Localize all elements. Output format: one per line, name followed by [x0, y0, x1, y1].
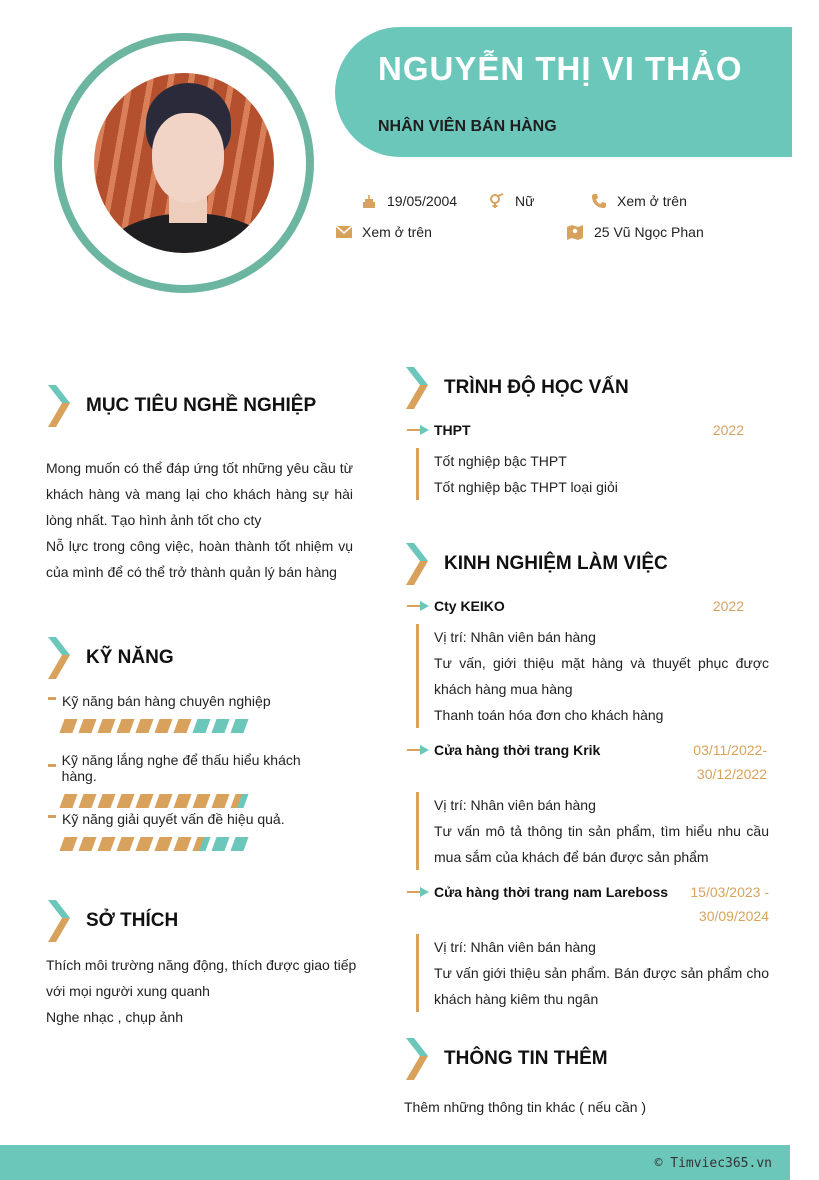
objective-text [46, 455, 353, 585]
skill-segment [211, 794, 229, 808]
objective-paragraph-2: Nỗ lực trong công việc, hoàn thành tốt nhiệm vụ của mình để có thể trở thành quản lý bán hàng [46, 538, 353, 580]
skill-segment [230, 837, 248, 851]
hobbies-title: SỞ THÍCH [86, 910, 179, 931]
experience-item-header [407, 884, 668, 900]
arrow-icon [407, 425, 429, 435]
skill-segment [211, 719, 229, 733]
phone-text: Xem ở trên [617, 193, 687, 209]
skill-label: Kỹ năng giải quyết vấn đề hiệu quả. [62, 811, 285, 827]
experience-item-header [407, 598, 505, 614]
hobbies-text [46, 952, 361, 1030]
footer-credit: © Timviec365.vn [654, 1156, 772, 1171]
arrow-icon [407, 887, 429, 897]
education-title: TRÌNH ĐỘ HỌC VẤN [444, 377, 629, 398]
skill-segment [173, 837, 191, 851]
contact-gender [489, 193, 534, 209]
education-details: Tốt nghiệp bậc THPT Tốt nghiệp bậc THPT loại giỏi [416, 448, 776, 500]
experience-date: 15/03/2023 - 30/09/2024 [690, 884, 769, 924]
chevron-icon [404, 367, 432, 409]
skill-item [48, 811, 328, 851]
chevron-icon [404, 543, 432, 585]
skill-bar [62, 794, 328, 808]
hobbies-line-2: Nghe nhạc , chụp ảnh [46, 1009, 183, 1025]
header-band [335, 27, 792, 157]
skill-segment [192, 794, 210, 808]
experience-title: KINH NGHIỆM LÀM VIỆC [444, 553, 668, 574]
skill-segment [154, 719, 172, 733]
education-item-header [407, 422, 471, 438]
envelope-icon [336, 226, 352, 238]
gender-icon [489, 193, 505, 209]
extra-heading [404, 1038, 608, 1080]
skill-segment [97, 719, 115, 733]
skill-item [48, 693, 328, 733]
experience-details: Vị trí: Nhân viên bán hàng Tư vấn giới thiệu sản phẩm. Bán được sản phẩm cho khách hàng kiêm thu ngân [416, 934, 769, 1012]
skill-segment [192, 837, 210, 851]
objective-title: MỤC TIÊU NGHỀ NGHIỆP [86, 395, 317, 416]
birthday-text: 19/05/2004 [387, 193, 458, 209]
map-pin-icon [566, 224, 584, 240]
skill-segment [230, 794, 248, 808]
skill-segment [59, 719, 77, 733]
hobbies-heading [46, 900, 178, 942]
candidate-name: NGUYỄN THỊ VI THẢO [378, 50, 743, 87]
experience-details: Vị trí: Nhân viên bán hàng Tư vấn mô tả thông tin sản phẩm, tìm hiểu nhu cầu mua sắm của khách để bán được sản phẩm [416, 792, 769, 870]
education-school: THPT [434, 422, 471, 438]
skill-segment [78, 794, 96, 808]
objective-paragraph-1: Mong muốn có thể đáp ứng tốt những yêu cầu từ khách hàng và mang lại cho khách hàng sự hài lòng nhất. Tạo hình ảnh tốt cho cty [46, 460, 353, 528]
avatar [54, 33, 314, 293]
skill-segment [59, 794, 77, 808]
extra-text: Thêm những thông tin khác ( nếu cần ) [404, 1099, 647, 1115]
skill-segment [135, 794, 153, 808]
skill-segment [230, 719, 248, 733]
gender-text: Nữ [515, 193, 535, 209]
experience-details: Vị trí: Nhân viên bán hàng Tư vấn, giới thiệu mặt hàng và thuyết phục được khách hàng mua hàng Thanh toán hóa đơn cho khách hàng [416, 624, 769, 728]
experience-company: Cty KEIKO [434, 598, 505, 614]
experience-item-header [407, 742, 600, 758]
chevron-icon [46, 385, 74, 427]
experience-company: Cửa hàng thời trang Krik [434, 742, 601, 758]
skill-label: Kỹ năng lắng nghe để thấu hiểu khách hàng. [61, 752, 301, 784]
skill-segment [78, 719, 96, 733]
experience-heading [404, 543, 668, 585]
skill-item [48, 752, 328, 808]
experience-date: 03/11/2022- 30/12/2022 [693, 742, 767, 782]
address-text: 25 Vũ Ngọc Phan [594, 224, 704, 240]
objective-heading [46, 385, 316, 427]
education-heading [404, 367, 629, 409]
skill-bar [62, 837, 328, 851]
footer-band [0, 1145, 790, 1180]
skills-heading [46, 637, 174, 679]
skill-segment [116, 794, 134, 808]
skill-segment [59, 837, 77, 851]
experience-company: Cửa hàng thời trang nam Lareboss [434, 884, 669, 900]
chevron-icon [46, 900, 74, 942]
contact-birthday [361, 193, 457, 209]
skill-segment [116, 719, 134, 733]
skill-segment [135, 837, 153, 851]
skill-segment [192, 719, 210, 733]
extra-title: THÔNG TIN THÊM [444, 1048, 608, 1069]
skill-segment [97, 837, 115, 851]
contact-email [336, 224, 432, 240]
email-text: Xem ở trên [362, 224, 432, 240]
contact-phone [591, 193, 687, 209]
experience-date: 2022 [712, 598, 744, 614]
skill-segment [211, 837, 229, 851]
skills-title: KỸ NĂNG [86, 647, 174, 668]
chevron-icon [46, 637, 74, 679]
phone-icon [591, 193, 607, 209]
skill-bar [62, 719, 328, 733]
skill-segment [78, 837, 96, 851]
skill-label: Kỹ năng bán hàng chuyên nghiệp [62, 693, 271, 709]
arrow-icon [407, 745, 429, 755]
skill-segment [173, 719, 191, 733]
skill-segment [97, 794, 115, 808]
candidate-position: NHÂN VIÊN BÁN HÀNG [378, 118, 557, 135]
cake-icon [361, 193, 377, 209]
skill-segment [154, 837, 172, 851]
profile-photo [94, 73, 274, 253]
chevron-icon [404, 1038, 432, 1080]
skill-segment [154, 794, 172, 808]
education-date: 2022 [712, 422, 744, 438]
skill-segment [135, 719, 153, 733]
contact-address [566, 224, 704, 240]
hobbies-line-1: Thích môi trường năng động, thích được giao tiếp với mọi người xung quanh [46, 957, 357, 999]
skill-segment [116, 837, 134, 851]
arrow-icon [407, 601, 429, 611]
skill-segment [173, 794, 191, 808]
